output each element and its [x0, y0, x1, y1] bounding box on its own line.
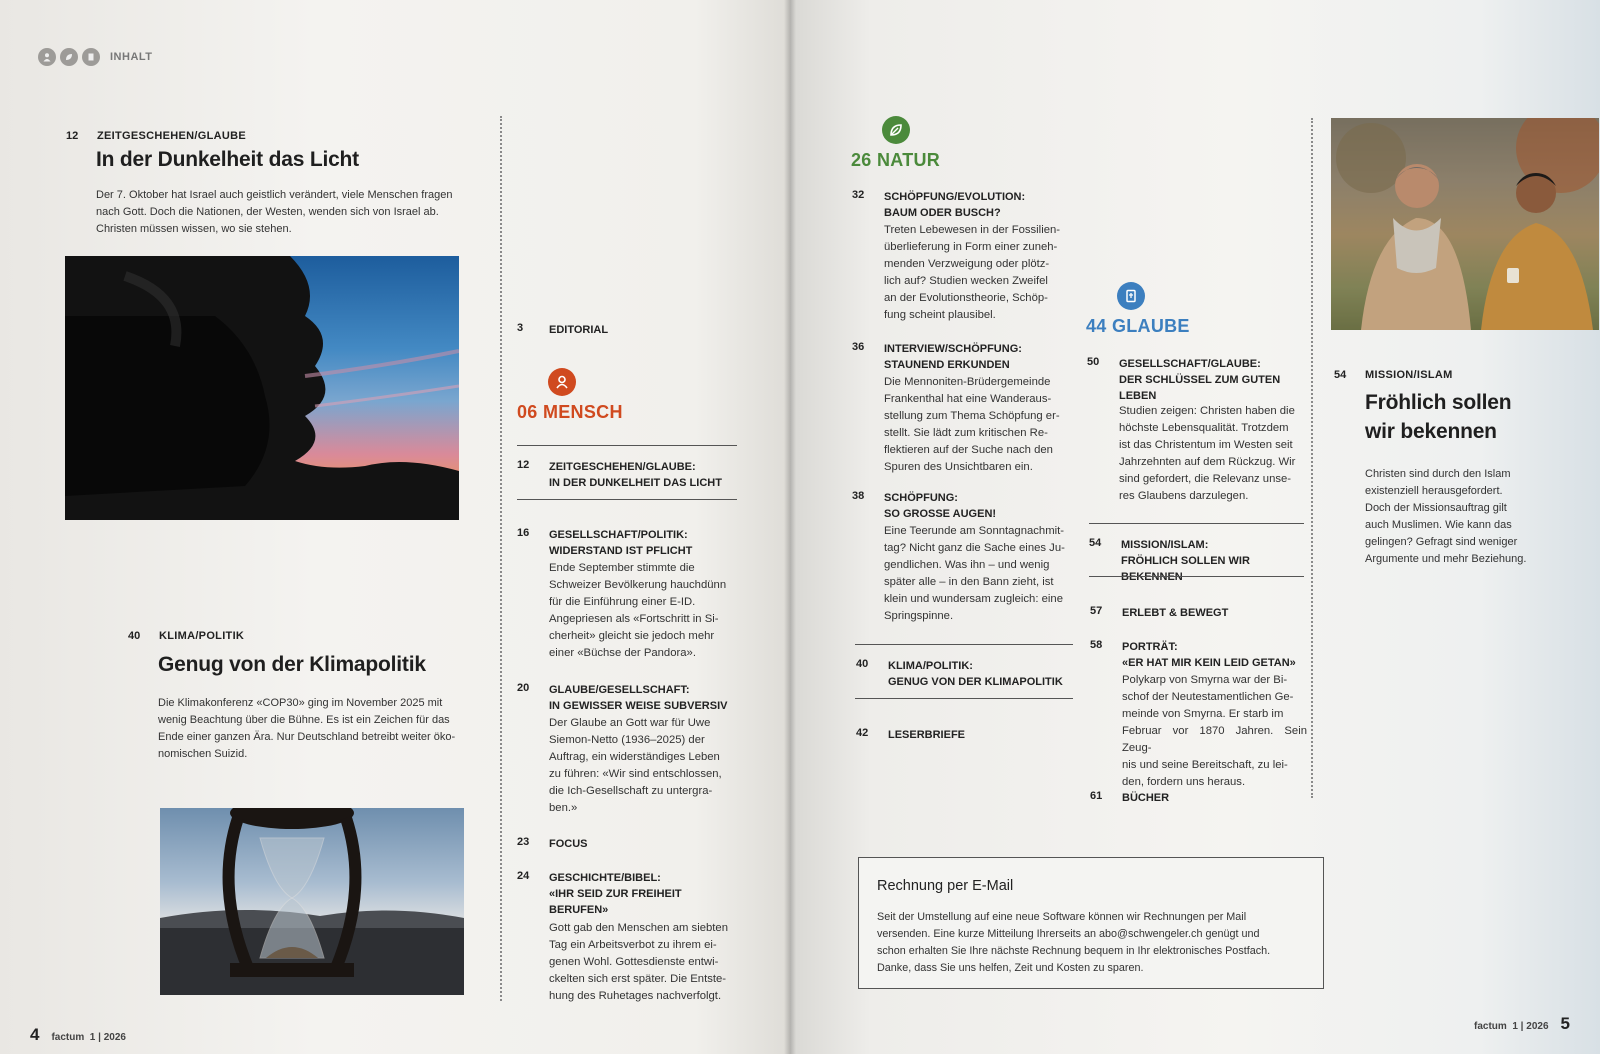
desc-line: Februar vor 1870 Jahren. Sein Zeug- — [1122, 725, 1307, 754]
toc-title — [549, 682, 727, 714]
desc-line: gendlichen. Was ihn – und wenig — [884, 559, 1050, 571]
toc-title — [1121, 537, 1304, 585]
section-heading-natur — [851, 150, 940, 171]
desc-line: an der Evolutionstheorie, Schöp- — [884, 292, 1048, 304]
toc-title-line: GLAUBE/GESELLSCHAFT: — [549, 684, 690, 696]
desc-line: Tag ein Arbeitsverbot zu ihrem ei- — [549, 939, 717, 951]
hourglass-graphic — [160, 808, 464, 995]
desc-line: Studien zeigen: Christen haben die — [1119, 405, 1295, 417]
folio-left — [30, 1025, 126, 1045]
desc-line: fung scheint plausibel. — [884, 309, 996, 321]
toc-entry[interactable] — [856, 727, 1074, 743]
column-divider — [500, 116, 502, 1001]
title-line: wir bekennen — [1365, 420, 1497, 443]
toc-page-number: 32 — [852, 189, 865, 201]
feature-teaser — [1365, 466, 1535, 568]
feature-kicker: ZEITGESCHEHEN/GLAUBE — [97, 130, 247, 142]
section-heading-glaube — [1086, 316, 1190, 337]
teaser-line: Argumente und mehr Beziehung. — [1365, 553, 1527, 565]
toc-title — [888, 727, 965, 743]
toc-entry[interactable] — [1087, 356, 1309, 511]
desc-line: Spuren des Unsichtbaren ein. — [884, 461, 1033, 473]
desc-line: Siemon-Netto (1936–2025) der — [549, 734, 705, 746]
toc-description — [1122, 672, 1307, 791]
toc-entry[interactable] — [517, 682, 739, 822]
toc-editorial[interactable] — [517, 322, 737, 338]
toc-title-line: «ER HAT MIR KEIN LEID GETAN» — [1122, 657, 1296, 669]
toc-title-line: BAUM ODER BUSCH? — [884, 207, 1001, 219]
toc-title: EDITORIAL — [549, 324, 609, 336]
toc-title-line: FRÖHLICH SOLLEN WIR BEKENNEN — [1121, 555, 1250, 583]
section-rule — [1089, 576, 1304, 577]
feature-title — [1365, 388, 1511, 446]
toc-description — [884, 523, 1074, 625]
teaser-line: Doch der Missionsauftrag gilt — [1365, 502, 1507, 514]
desc-line: nis und seine Bereitschaft, zu lei- — [1122, 759, 1288, 771]
toc-title-line: SCHÖPFUNG/EVOLUTION: — [884, 191, 1026, 203]
desc-line: cherheit» gleicht sie jedoch mehr — [549, 630, 715, 642]
toc-page-number: 54 — [1089, 537, 1102, 549]
desc-line: res Glaubens darzulegen. — [1119, 490, 1249, 502]
desc-line: schof der Neutestamentlichen Ge- — [1122, 691, 1294, 703]
desc-line: den, fordern uns heraus. — [1122, 776, 1246, 788]
desc-line: hung des Ruhetages nachverfolgt. — [549, 990, 722, 1002]
toc-page-number: 36 — [852, 341, 865, 353]
toc-title-line: LEBEN — [1119, 390, 1157, 402]
desc-line: für die Einführung einer E-ID. — [549, 596, 696, 608]
toc-title — [884, 189, 1025, 221]
desc-line: Polykarp von Smyrna war der Bi- — [1122, 674, 1288, 686]
person-icon — [38, 48, 56, 66]
desc-line: ben.» — [549, 802, 578, 814]
natur-leaf-icon — [882, 116, 910, 144]
section-rule — [517, 445, 737, 446]
toc-entry[interactable] — [852, 490, 1074, 630]
toc-description — [549, 920, 739, 1005]
toc-title — [1122, 605, 1228, 621]
section-rule — [855, 698, 1073, 699]
section-number: 44 — [1086, 316, 1107, 336]
desc-line: überlieferung in Form einer zuneh- — [884, 241, 1058, 253]
toc-entry[interactable] — [1090, 790, 1305, 806]
desc-line: sind gefordert, die Relevanz unse- — [1119, 473, 1292, 485]
folio-right — [1474, 1014, 1570, 1034]
toc-title-line: SCHÖPFUNG: — [884, 492, 958, 504]
toc-entry[interactable] — [1090, 605, 1305, 621]
toc-page-number: 3 — [517, 322, 524, 334]
toc-title-line: STAUNEND ERKUNDEN — [884, 359, 1010, 371]
toc-page-number: 16 — [517, 527, 530, 539]
toc-title-line: «IHR SEID ZUR FREIHEIT — [549, 888, 682, 900]
toc-title-line: IN GEWISSER WEISE SUBVERSIV — [549, 700, 728, 712]
page-number: 5 — [1560, 1014, 1570, 1033]
section-rule — [1089, 523, 1304, 524]
toc-title-line: GESCHICHTE/BIBEL: — [549, 872, 661, 884]
page-fold — [784, 0, 796, 1054]
desc-line: einer «Büchse der Pandora». — [549, 647, 696, 659]
toc-title — [888, 658, 1063, 690]
hourglass-photo — [160, 808, 464, 995]
toc-title-line: DER SCHLÜSSEL ZUM GUTEN — [1119, 374, 1281, 386]
feature-kicker: MISSION/ISLAM — [1365, 369, 1453, 381]
section-label: GLAUBE — [1111, 316, 1190, 336]
teaser-line: wenig Beachtung über die Bühne. Es ist ein Zeichen für das — [158, 714, 450, 726]
toc-entry[interactable] — [1090, 639, 1307, 788]
desc-line: Auftrag, ein widerständiges Leben — [549, 751, 720, 763]
feature-title: Genug von der Klimapolitik — [158, 653, 426, 676]
two-men-graphic — [1331, 118, 1599, 330]
feature-teaser — [158, 695, 468, 763]
toc-title-line: WIDERSTAND IST PFLICHT — [549, 545, 693, 557]
teaser-line: existenziell herausgefordert. — [1365, 485, 1503, 497]
toc-title-line: GESELLSCHAFT/GLAUBE: — [1119, 358, 1261, 370]
toc-title — [1122, 790, 1169, 806]
toc-title — [884, 490, 996, 522]
feature-page-number: 54 — [1334, 369, 1347, 381]
toc-entry[interactable] — [517, 459, 737, 493]
invoice-email-notice — [858, 857, 1324, 989]
desc-line: flektieren auf der Suche nach den — [884, 444, 1053, 456]
toc-title — [884, 341, 1022, 373]
toc-title-line: ZEITGESCHEHEN/GLAUBE: — [549, 461, 696, 473]
desc-line: Jahrzehnten auf dem Rückzug. Wir — [1119, 456, 1296, 468]
toc-page-number: 42 — [856, 727, 869, 739]
toc-entry[interactable] — [856, 658, 1074, 692]
desc-line: stellung zum Thema Schöpfung er- — [884, 410, 1060, 422]
toc-description — [549, 715, 739, 817]
toc-title-line: GESELLSCHAFT/POLITIK: — [549, 529, 688, 541]
toc-page-number: 61 — [1090, 790, 1103, 802]
toc-page-number: 23 — [517, 836, 530, 848]
column-divider — [1311, 118, 1313, 798]
desc-line: ist das Christentum im Westen seit — [1119, 439, 1293, 451]
teaser-line: auch Muslimen. Wie kann das — [1365, 519, 1512, 531]
desc-line: Frankenthal hat eine Wanderaus- — [884, 393, 1052, 405]
teaser-line: Ende einer ganzen Ära. Nur Deutschland betreibt weiter öko- — [158, 731, 456, 743]
toc-entry[interactable] — [517, 836, 739, 852]
desc-line: tag? Nicht ganz die Sache eines Ju- — [884, 542, 1065, 554]
desc-line: genen Wohl. Gottesdienste entwi- — [549, 956, 719, 968]
teaser-line: Christen müssen wissen, wo sie stehen. — [96, 223, 292, 235]
toc-title-line: LESERBRIEFE — [888, 729, 966, 741]
toc-description — [549, 560, 739, 662]
notice-body — [877, 909, 1317, 977]
two-men-photo — [1331, 118, 1599, 330]
section-rule — [855, 644, 1073, 645]
toc-title — [549, 527, 692, 559]
desc-line: meinde von Smyrna. Er starb im — [1122, 708, 1284, 720]
desc-line: höchste Lebensqualität. Trotzdem — [1119, 422, 1289, 434]
storm-sky-photo — [65, 256, 459, 520]
toc-description — [884, 222, 1074, 324]
desc-line: ckelten sich erst später. Die Entste- — [549, 973, 727, 985]
notice-line: schon erhalten Sie Ihre nächste Rechnung bequem in Ihr elektronisches Postfach. — [877, 945, 1271, 957]
section-label: NATUR — [876, 150, 941, 170]
toc-title-line: KLIMA/POLITIK: — [888, 660, 973, 672]
teaser-line: gelingen? Gefragt sind weniger — [1365, 536, 1518, 548]
toc-entry[interactable] — [517, 527, 739, 667]
desc-line: Der Glaube an Gott war für Uwe — [549, 717, 711, 729]
desc-line: zu führen: «Wir sind entschlossen, — [549, 768, 722, 780]
toc-page-number: 38 — [852, 490, 865, 502]
toc-title-line: PORTRÄT: — [1122, 641, 1178, 653]
teaser-line: nomischen Suizid. — [158, 748, 248, 760]
desc-line: die Ich-Gesellschaft zu untergra- — [549, 785, 713, 797]
toc-title — [549, 836, 588, 852]
teaser-line: Die Klimakonferenz «COP30» ging im November 2025 mit — [158, 697, 443, 709]
desc-line: Eine Teerunde am Sonntagnachmit- — [884, 525, 1065, 537]
section-heading-mensch — [517, 402, 623, 423]
toc-entry[interactable] — [517, 870, 739, 1005]
desc-line: Springspinne. — [884, 610, 954, 622]
toc-title-line: SO GROSSE AUGEN! — [884, 508, 997, 520]
desc-line: klein und wundersam zugleich: eine — [884, 593, 1063, 605]
page-header — [38, 48, 153, 66]
toc-title-line: BÜCHER — [1122, 792, 1170, 804]
toc-page-number: 58 — [1090, 639, 1103, 651]
notice-line: versenden. Eine kurze Mitteilung Ihrerseits an abo@schwengeler.ch genügt und — [877, 928, 1260, 940]
teaser-line: Christen sind durch den Islam — [1365, 468, 1511, 480]
desc-line: später alle – in den Bann zieht, ist — [884, 576, 1054, 588]
toc-title-line: IN DER DUNKELHEIT DAS LICHT — [549, 477, 722, 489]
magazine-issue: factum 1 | 2026 — [1474, 1021, 1549, 1032]
magazine-issue: factum 1 | 2026 — [51, 1032, 126, 1043]
glaube-book-icon — [1117, 282, 1145, 310]
toc-title-line: INTERVIEW/SCHÖPFUNG: — [884, 343, 1022, 355]
toc-title-line: GENUG VON DER KLIMAPOLITIK — [888, 676, 1063, 688]
teaser-line: Der 7. Oktober hat Israel auch geistlich verändert, viele Menschen fragen — [96, 189, 453, 201]
toc-title — [549, 459, 722, 491]
desc-line: menden Verzweigung oder plötz- — [884, 258, 1050, 270]
toc-title — [1119, 356, 1280, 404]
desc-line: Die Mennoniten-Brüdergemeinde — [884, 376, 1051, 388]
title-line: Fröhlich sollen — [1365, 391, 1512, 414]
toc-title — [1122, 639, 1296, 671]
toc-entry[interactable] — [852, 189, 1074, 329]
notice-line: Danke, dass Sie uns helfen, Zeit und Kosten zu sparen. — [877, 962, 1144, 974]
feature-title: In der Dunkelheit das Licht — [96, 148, 359, 171]
toc-title-line: FOCUS — [549, 838, 588, 850]
leaf-icon — [60, 48, 78, 66]
mensch-person-icon — [548, 368, 576, 396]
toc-page-number: 20 — [517, 682, 530, 694]
storm-cloud-graphic — [65, 256, 459, 520]
toc-entry[interactable] — [852, 341, 1074, 481]
desc-line: lich auf? Studien wecken Zweifel — [884, 275, 1048, 287]
book-icon — [82, 48, 100, 66]
section-rule — [517, 499, 737, 500]
toc-title-line: BERUFEN» — [549, 904, 609, 916]
feature-kicker: KLIMA/POLITIK — [159, 630, 245, 642]
notice-title: Rechnung per E-Mail — [877, 878, 1014, 894]
teaser-line: nach Gott. Doch die Nationen, der Westen, wenden sich von Israel ab. — [96, 206, 439, 218]
section-number: 26 — [851, 150, 872, 170]
section-label: MENSCH — [542, 402, 623, 422]
desc-line: stellt. Sie lädt zum kritischen Re- — [884, 427, 1048, 439]
toc-description — [884, 374, 1074, 476]
section-number: 06 — [517, 402, 538, 422]
toc-page-number: 12 — [517, 459, 530, 471]
toc-title-line: ERLEBT & BEWEGT — [1122, 607, 1229, 619]
desc-line: Gott gab den Menschen am siebten — [549, 922, 728, 934]
page-number: 4 — [30, 1025, 40, 1044]
toc-page-number: 57 — [1090, 605, 1103, 617]
desc-line: Schweizer Bevölkerung hauchdünn — [549, 579, 727, 591]
desc-line: Treten Lebewesen in der Fossilien- — [884, 224, 1061, 236]
toc-entry[interactable] — [1089, 537, 1304, 583]
notice-line: Seit der Umstellung auf eine neue Software können wir Rechnungen per Mail — [877, 911, 1247, 923]
desc-line: Ende September stimmte die — [549, 562, 695, 574]
toc-page-number: 24 — [517, 870, 530, 882]
feature-page-number: 40 — [128, 630, 141, 642]
toc-page-number: 40 — [856, 658, 869, 670]
toc-page-number: 50 — [1087, 356, 1100, 368]
toc-title-line: MISSION/ISLAM: — [1121, 539, 1209, 551]
toc-description — [1119, 403, 1309, 505]
feature-teaser — [96, 187, 476, 238]
header-label: INHALT — [110, 51, 153, 63]
feature-page-number: 12 — [66, 130, 79, 142]
desc-line: Angepriesen als «Fortschritt in Si- — [549, 613, 719, 625]
toc-title — [549, 870, 682, 918]
